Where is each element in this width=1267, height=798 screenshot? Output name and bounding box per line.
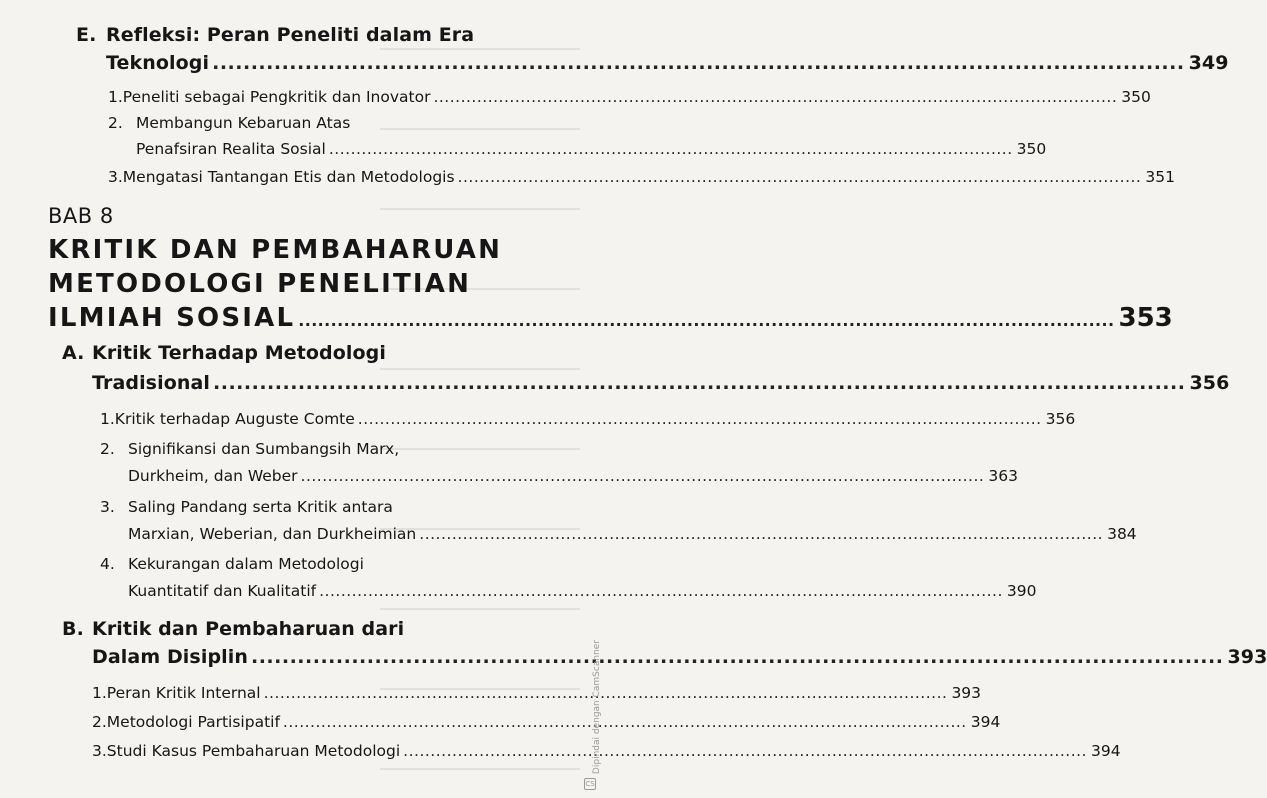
section-e-item-1: 1. Peneliti sebagai Pengkritik dan Inovator .............................................................................................................................. 350 [108, 88, 1151, 106]
dot-leader: .............................................................................................................................. [457, 168, 1142, 186]
dot-leader: .............................................................................................................................. [357, 410, 1042, 428]
section-b-title-line2: Dalam Disiplin [92, 646, 248, 668]
section-e-item-2: 2. Membangun Kebaruan Atas [108, 114, 351, 132]
camscanner-icon: CS [585, 780, 595, 788]
dot-leader: .............................................................................................................................. [300, 467, 985, 485]
section-b-marker: B. [62, 618, 84, 640]
section-a-heading [62, 342, 386, 364]
section-a-page: 356 [1189, 372, 1230, 394]
section-e-title-line1: Refleksi: Peran Peneliti dalam Era [106, 24, 475, 46]
section-b-page: 393 [1227, 646, 1267, 668]
section-a-item-3: 3. Saling Pandang serta Kritik antara [100, 498, 393, 516]
dot-leader: .............................................................................................................................. [403, 742, 1087, 760]
section-a-item-1: 1. Kritik terhadap Auguste Comte .............................................................................................................................. 356 [100, 410, 1076, 428]
section-b-title-line1: Kritik dan Pembaharuan dari [92, 618, 405, 640]
section-a-item-3-line2: Marxian, Weberian, dan Durkheimian .............................................................................................................................. 384 [128, 525, 1137, 543]
section-a-marker: A. [62, 342, 85, 364]
dot-leader: .............................................................................................................................. [263, 684, 948, 702]
section-a-item-4-line2: Kuantitatif dan Kualitatif .............................................................................................................................. 390 [128, 582, 1037, 600]
section-a-title-line2-row [92, 372, 1230, 394]
section-e-title-line2: Teknologi [106, 52, 210, 74]
chapter-title-line2: METODOLOGI PENELITIAN [48, 269, 472, 299]
section-e-item-3: 3. Mengatasi Tantangan Etis dan Metodologis .............................................................................................................................. 351 [108, 168, 1175, 186]
scanner-watermark: Dipindai dengan CamScanner [592, 640, 602, 775]
dot-leader: .............................................................................................................................. [298, 311, 1115, 330]
chapter-title-line3: ILMIAH SOSIAL [48, 303, 296, 333]
section-b-item-2: 2. Metodologi Partisipatif .............................................................................................................................. 394 [92, 713, 1001, 731]
section-a-item-2: 2. Signifikansi dan Sumbangsih Marx, [100, 440, 400, 458]
section-e-marker: E. [76, 24, 97, 46]
section-b-heading [62, 618, 404, 640]
section-a-item-4: 4. Kekurangan dalam Metodologi [100, 555, 364, 573]
dot-leader: .............................................................................................................................. [251, 646, 1224, 668]
dot-leader: .............................................................................................................................. [419, 525, 1104, 543]
chapter-title-line3-row [48, 302, 1173, 337]
bleed-through-shadow [380, 0, 580, 798]
section-e-title-line2-row [106, 52, 1229, 74]
dot-leader: .............................................................................................................................. [319, 582, 1003, 600]
dot-leader: .............................................................................................................................. [212, 52, 1185, 74]
chapter-title-line1: KRITIK DAN PEMBAHARUAN [48, 235, 503, 265]
dot-leader: .............................................................................................................................. [282, 713, 967, 731]
chapter-label: BAB 8 [48, 204, 114, 228]
section-e-item-2-line2: Penafsiran Realita Sosial .............................................................................................................................. 350 [136, 140, 1047, 158]
section-b-title-line2-row [92, 646, 1267, 668]
section-a-title-line2: Tradisional [92, 372, 211, 394]
dot-leader: .............................................................................................................................. [328, 140, 1013, 158]
section-b-item-1: 1. Peran Kritik Internal .............................................................................................................................. 393 [92, 684, 982, 702]
section-b-item-3: 3. Studi Kasus Pembaharuan Metodologi .............................................................................................................................. 394 [92, 742, 1121, 760]
chapter-page: 353 [1118, 303, 1173, 333]
section-a-title-line1: Kritik Terhadap Metodologi [92, 342, 386, 364]
section-a-item-2-line2: Durkheim, dan Weber .............................................................................................................................. 363 [128, 467, 1018, 485]
dot-leader: .............................................................................................................................. [433, 88, 1118, 106]
section-e-page: 349 [1188, 52, 1229, 74]
section-e-heading [76, 24, 474, 46]
dot-leader: .............................................................................................................................. [213, 372, 1186, 394]
